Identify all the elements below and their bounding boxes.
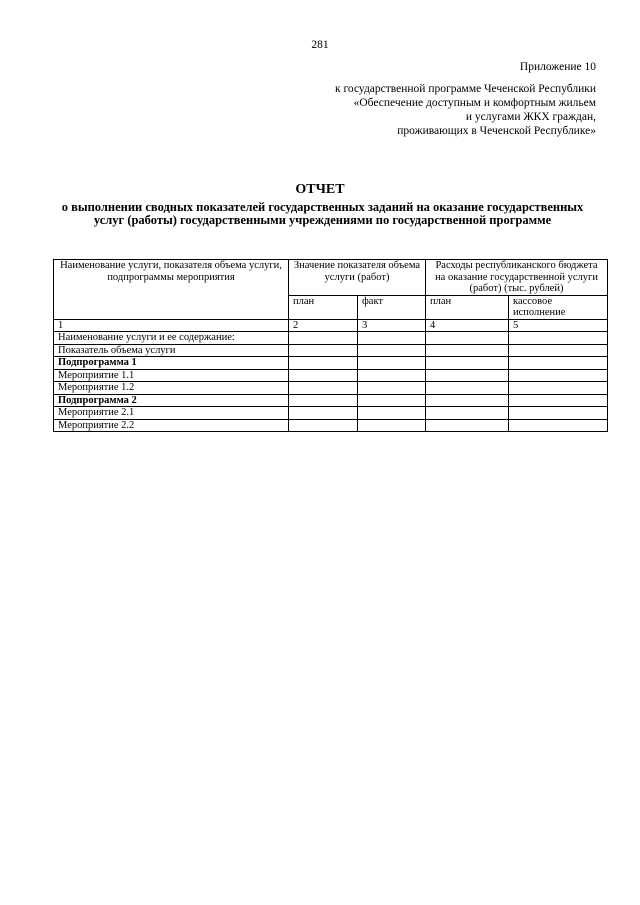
appendix-line-1: к государственной программе Чеченской Республики xyxy=(335,83,596,95)
subheader-budget-plan: план xyxy=(426,295,509,319)
empty-cell xyxy=(289,332,358,345)
empty-cell xyxy=(289,344,358,357)
empty-cell xyxy=(509,419,608,432)
report-table xyxy=(53,259,608,432)
report-title: ОТЧЕТ xyxy=(295,182,345,197)
row-label: Мероприятие 2.1 xyxy=(54,407,289,420)
table-row xyxy=(54,407,608,420)
table-row xyxy=(54,357,608,370)
empty-cell xyxy=(358,344,426,357)
column-number: 1 xyxy=(54,319,289,332)
empty-cell xyxy=(426,357,509,370)
empty-cell xyxy=(289,369,358,382)
appendix-line-3: и услугами ЖКХ граждан, xyxy=(465,111,596,123)
empty-cell xyxy=(509,382,608,395)
empty-cell xyxy=(509,394,608,407)
empty-cell xyxy=(289,382,358,395)
subheader-plan: план xyxy=(289,295,358,319)
empty-cell xyxy=(358,332,426,345)
table-row xyxy=(54,419,608,432)
empty-cell xyxy=(289,394,358,407)
row-label: Подпрограмма 1 xyxy=(54,357,289,370)
empty-cell xyxy=(509,332,608,345)
column-number: 4 xyxy=(426,319,509,332)
table-row xyxy=(54,344,608,357)
empty-cell xyxy=(509,357,608,370)
column-number: 3 xyxy=(358,319,426,332)
row-label: Мероприятие 2.2 xyxy=(54,419,289,432)
empty-cell xyxy=(509,369,608,382)
row-label: Мероприятие 1.1 xyxy=(54,369,289,382)
table-row xyxy=(54,382,608,395)
appendix-title: Приложение 10 xyxy=(519,61,596,73)
row-label: Мероприятие 1.2 xyxy=(54,382,289,395)
empty-cell xyxy=(426,382,509,395)
row-label: Наименование услуги и ее содержание: xyxy=(54,332,289,345)
report-subtitle: о выполнении сводных показателей государственных заданий на оказание государственных услуг (работы) государственными учреждениями по государственной программе xyxy=(61,200,584,227)
empty-cell xyxy=(426,332,509,345)
empty-cell xyxy=(426,394,509,407)
table-row xyxy=(54,369,608,382)
empty-cell xyxy=(289,407,358,420)
table-number-row xyxy=(54,319,608,332)
row-label: Подпрограмма 2 xyxy=(54,394,289,407)
empty-cell xyxy=(358,357,426,370)
appendix-block xyxy=(236,60,596,138)
page-number: 281 xyxy=(311,39,329,51)
header-value-group: Значение показателя объема услуги (работ) xyxy=(289,260,426,296)
appendix-line-2: «Обеспечение доступным и комфортным жильем xyxy=(353,97,596,109)
table-row xyxy=(54,332,608,345)
empty-cell xyxy=(426,419,509,432)
empty-cell xyxy=(509,407,608,420)
empty-cell xyxy=(289,419,358,432)
empty-cell xyxy=(358,369,426,382)
empty-cell xyxy=(358,407,426,420)
empty-cell xyxy=(358,394,426,407)
subheader-fact: факт xyxy=(358,295,426,319)
table-header-row xyxy=(54,260,608,296)
column-number: 2 xyxy=(289,319,358,332)
empty-cell xyxy=(426,369,509,382)
column-number: 5 xyxy=(509,319,608,332)
empty-cell xyxy=(426,407,509,420)
header-service-name: Наименование услуги, показателя объема услуги, подпрограммы мероприятия xyxy=(54,260,289,320)
appendix-line-4: проживающих в Чеченской Республике» xyxy=(397,125,596,137)
table-row xyxy=(54,394,608,407)
empty-cell xyxy=(289,357,358,370)
subheader-cash-execution: кассовое исполнение xyxy=(509,295,608,319)
empty-cell xyxy=(358,419,426,432)
empty-cell xyxy=(426,344,509,357)
empty-cell xyxy=(509,344,608,357)
header-budget-group: Расходы республиканского бюджета на оказание государственной услуги (работ) (тыс. рублей) xyxy=(426,260,608,296)
row-label: Показатель объема услуги xyxy=(54,344,289,357)
empty-cell xyxy=(358,382,426,395)
